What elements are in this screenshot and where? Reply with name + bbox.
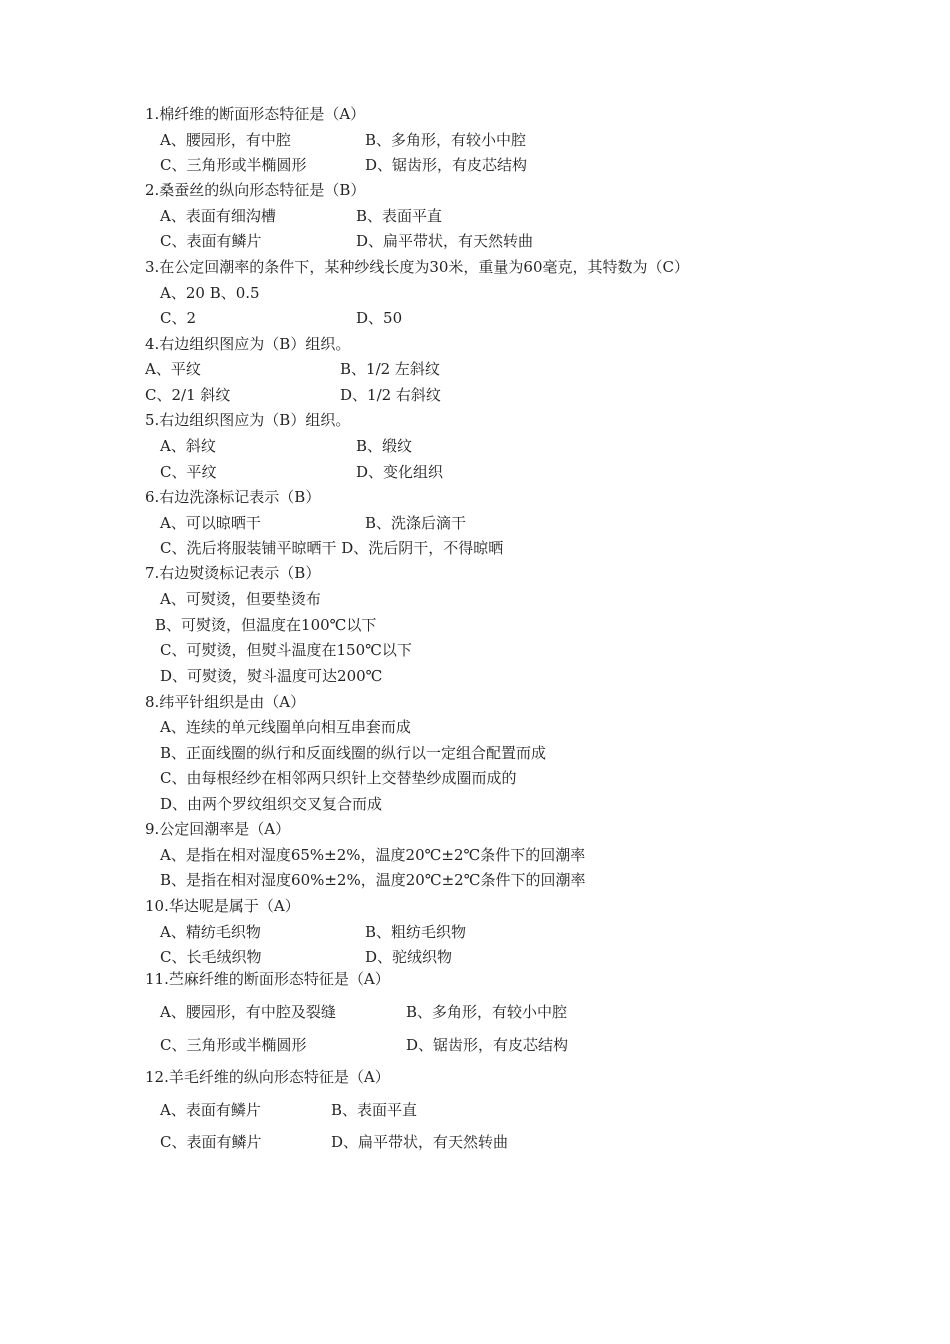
option-c: C、2/1 斜纹 [145, 386, 231, 404]
option-d: D、扁平带状，有天然转曲 [356, 232, 534, 250]
option-d: D、1/2 右斜纹 [340, 386, 441, 404]
option-c: C、2 [160, 309, 197, 327]
option-a: A、连续的单元线圈单向相互串套而成 [160, 718, 411, 736]
option-d: D、锯齿形，有皮芯结构 [406, 1036, 569, 1054]
question-stem: 7.右边熨烫标记表示（B） [145, 564, 321, 582]
option-a: A、腰园形，有中腔 [160, 131, 291, 149]
question-stem: 9.公定回潮率是（A） [145, 820, 291, 838]
option-d: D、锯齿形，有皮芯结构 [365, 156, 528, 174]
option-b: B、1/2 左斜纹 [340, 360, 440, 378]
option-c: C、三角形或半椭圆形 [160, 156, 307, 174]
option-c: C、平纹 [160, 463, 217, 481]
option-a: A、精纺毛织物 [160, 923, 261, 941]
option-a: A、斜纹 [160, 437, 216, 455]
option-b: B、粗纺毛织物 [365, 923, 467, 941]
option-b: B、多角形，有较小中腔 [365, 131, 527, 149]
option-a: A、可熨烫，但要垫烫布 [160, 590, 321, 608]
option-a: A、是指在相对湿度65%±2%，温度20℃±2℃条件下的回潮率 [160, 846, 586, 864]
question-stem: 3.在公定回潮率的条件下，某种纱线长度为30米，重量为60毫克，其特数为（C） [145, 258, 689, 276]
option-d: D、驼绒织物 [365, 948, 453, 966]
question-stem: 4.右边组织图应为（B）组织。 [145, 335, 351, 353]
option-c-d: C、洗后将服装铺平晾晒干 D、洗后阴干，不得晾晒 [160, 539, 504, 557]
option-b: B、正面线圈的纵行和反面线圈的纵行以一定组合配置而成 [160, 744, 547, 762]
question-stem: 6.右边洗涤标记表示（B） [145, 488, 321, 506]
option-b: B、洗涤后滴干 [365, 514, 467, 532]
question-stem: 10.华达呢是属于（A） [145, 897, 300, 915]
option-c: C、三角形或半椭圆形 [160, 1036, 307, 1054]
option-a: A、可以晾晒干 [160, 514, 261, 532]
question-stem: 5.右边组织图应为（B）组织。 [145, 411, 351, 429]
question-stem: 2.桑蚕丝的纵向形态特征是（B） [145, 181, 366, 199]
question-stem: 8.纬平针组织是由（A） [145, 693, 306, 711]
option-c: C、可熨烫，但熨斗温度在150℃以下 [160, 641, 412, 659]
option-a: A、平纹 [145, 360, 201, 378]
option-b: B、缎纹 [356, 437, 413, 455]
option-c: C、表面有鳞片 [160, 232, 262, 250]
option-c: C、表面有鳞片 [160, 1133, 262, 1151]
option-b: B、可熨烫，但温度在100℃以下 [155, 616, 377, 634]
option-d: D、50 [356, 309, 403, 327]
option-a: A、表面有鳞片 [160, 1101, 261, 1119]
option-a: A、表面有细沟槽 [160, 207, 276, 225]
option-b: B、多角形，有较小中腔 [406, 1003, 568, 1021]
option-a-b: A、20 B、0.5 [160, 284, 260, 302]
option-a: A、腰园形，有中腔及裂缝 [160, 1003, 336, 1021]
option-d: D、可熨烫，熨斗温度可达200℃ [160, 667, 383, 685]
option-b: B、是指在相对湿度60%±2%，温度20℃±2℃条件下的回潮率 [160, 871, 586, 889]
option-c: C、由每根经纱在相邻两只织针上交替垫纱成圈而成的 [160, 769, 517, 787]
option-b: B、表面平直 [331, 1101, 418, 1119]
option-d: D、扁平带状，有天然转曲 [331, 1133, 509, 1151]
option-d: D、由两个罗纹组织交叉复合而成 [160, 795, 383, 813]
option-b: B、表面平直 [356, 207, 443, 225]
question-stem: 1.棉纤维的断面形态特征是（A） [145, 105, 366, 123]
option-c: C、长毛绒织物 [160, 948, 262, 966]
question-stem: 11.苎麻纤维的断面形态特征是（A） [145, 970, 390, 988]
question-stem: 12.羊毛纤维的纵向形态特征是（A） [145, 1068, 390, 1086]
option-d: D、变化组织 [356, 463, 444, 481]
